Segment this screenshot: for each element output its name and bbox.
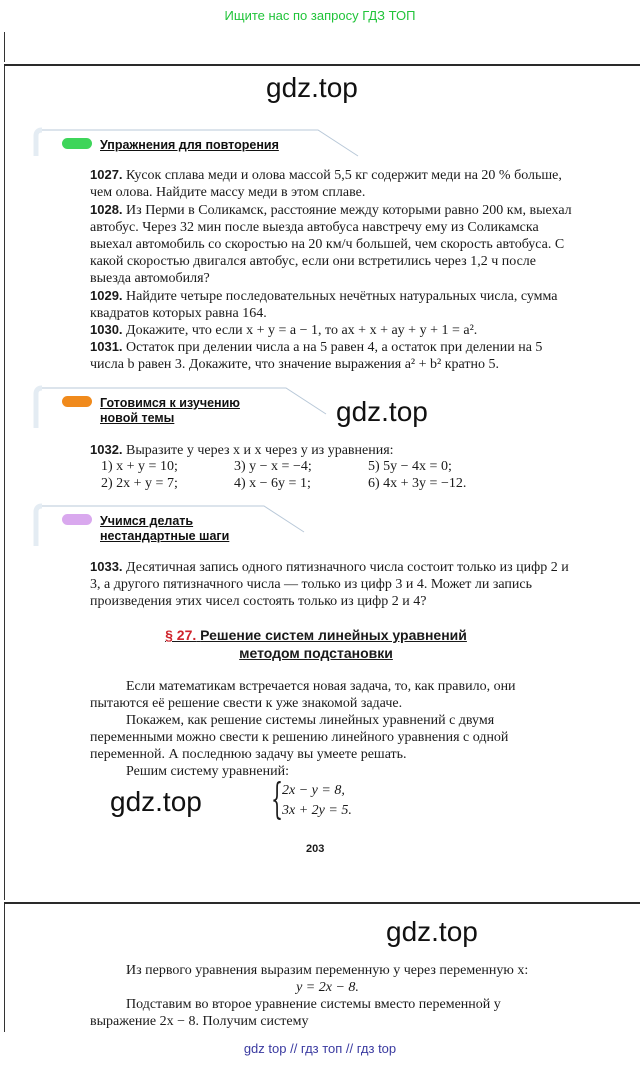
exercise-number: 1028. bbox=[90, 202, 123, 217]
equation-system bbox=[282, 781, 352, 821]
page-left-border bbox=[4, 66, 5, 900]
prepare-heading-line1: Готовимся к изучению bbox=[100, 396, 240, 410]
page-left-border-bottom bbox=[4, 904, 5, 1032]
exercise-text: Десятичная запись одного пятизначного числа состоит только из цифр 2 и 3, а другого пятизначного числа — только из цифр 3 и 4. Может ли запись произведения этих чисел состоять только из цифр 2 и 4? bbox=[90, 560, 569, 609]
section-number: § 27. bbox=[165, 627, 197, 643]
formula: y = 2x − 8. bbox=[296, 980, 359, 995]
exercise-1033 bbox=[90, 558, 576, 610]
section-title bbox=[106, 626, 526, 662]
system-equation-1: 2x − y = 8, bbox=[282, 783, 345, 798]
page-left-border-top bbox=[4, 32, 5, 62]
paragraph: Из первого уравнения выразим переменную y через переменную x: bbox=[126, 963, 529, 978]
exercise-number: 1031. bbox=[90, 339, 123, 354]
green-pill-icon bbox=[62, 138, 92, 149]
exercise-text: Из Перми в Соликамск, расстояние между которыми равно 200 км, выехал автобус. Через 32 мин после выезда автобуса навстречу ему из Соликамска выехал автомобиль со скоростью на 20 км/ч большей, чем скорость автобуса. С какой скоростью двигался автобус, если они встретились через 1,2 ч после выезда автомобиля? bbox=[90, 203, 572, 286]
section-body bbox=[90, 678, 565, 780]
next-page-body bbox=[90, 962, 565, 1030]
equation-item: 2) 2x + y = 7; bbox=[101, 476, 178, 491]
system-brace-icon: { bbox=[271, 774, 284, 823]
nonstandard-heading bbox=[100, 514, 229, 544]
exercise-1027 bbox=[90, 166, 576, 201]
exercise-1028 bbox=[90, 201, 576, 287]
purple-pill-icon bbox=[62, 514, 92, 525]
review-heading: Упражнения для повторения bbox=[100, 138, 279, 152]
watermark-text: gdz.top bbox=[110, 786, 202, 817]
watermark-text: gdz.top bbox=[266, 72, 358, 103]
exercise-text: Найдите четыре последовательных нечётных натуральных числа, сумма квадратов которых равна 164. bbox=[90, 289, 558, 321]
exercise-text: Остаток при делении числа a на 5 равен 4, а остаток при делении на 5 числа b равен 3. Докажите, что значение выражения a² + b² кратно 5. bbox=[90, 340, 543, 372]
section-title-line2: методом подстановки bbox=[239, 645, 393, 661]
prepare-heading bbox=[100, 396, 240, 426]
exercise-1032 bbox=[90, 441, 576, 459]
exercise-number: 1032. bbox=[90, 442, 123, 457]
exercise-text: Выразите y через x и x через y из уравнения: bbox=[126, 443, 394, 458]
exercise-number: 1030. bbox=[90, 322, 123, 337]
page-break-divider bbox=[4, 902, 640, 904]
watermark-text: gdz.top bbox=[336, 396, 428, 427]
exercise-text: Кусок сплава меди и олова массой 5,5 кг содержит меди на 20 % больше, чем олова. Найдите массу меди в этом сплаве. bbox=[90, 168, 562, 200]
exercise-1031 bbox=[90, 338, 576, 373]
equation-item: 4) x − 6y = 1; bbox=[234, 476, 311, 491]
exercise-1029 bbox=[90, 287, 576, 322]
top-banner-link[interactable]: Ищите нас по запросу ГДЗ ТОП bbox=[224, 8, 416, 23]
paragraph: Покажем, как решение системы линейных уравнений с двумя переменными можно свести к решению линейного уравнения с одной переменной. А последнюю задачу вы умеете решать. bbox=[90, 713, 509, 762]
nonstandard-heading-line2: нестандартные шаги bbox=[100, 529, 230, 543]
orange-pill-icon bbox=[62, 396, 92, 407]
system-equation-2: 3x + 2y = 5. bbox=[282, 803, 352, 818]
paragraph: Подставим во второе уравнение системы вместо переменной y выражение 2x − 8. Получим систему bbox=[90, 997, 501, 1029]
equation-item: 6) 4x + 3y = −12. bbox=[368, 476, 467, 491]
page-top-divider bbox=[4, 64, 640, 66]
exercise-number: 1033. bbox=[90, 559, 123, 574]
section-title-line1: Решение систем линейных уравнений bbox=[200, 627, 467, 643]
exercise-number: 1029. bbox=[90, 288, 123, 303]
prepare-heading-line2: новой темы bbox=[100, 411, 175, 425]
exercise-1030 bbox=[90, 321, 576, 339]
watermark-text: gdz.top bbox=[386, 916, 478, 947]
equation-item: 1) x + y = 10; bbox=[101, 459, 178, 474]
paragraph: Если математикам встречается новая задача, то, как правило, они пытаются её решение свести к уже знакомой задаче. bbox=[90, 679, 516, 711]
exercise-text: Докажите, что если x + y = a − 1, то ax + x + ay + y + 1 = a². bbox=[126, 323, 478, 338]
equation-item: 3) y − x = −4; bbox=[234, 459, 312, 474]
equation-item: 5) 5y − 4x = 0; bbox=[368, 459, 452, 474]
bottom-banner-link[interactable]: gdz top // гдз топ // гдз top bbox=[243, 1041, 397, 1056]
nonstandard-heading-line1: Учимся делать bbox=[100, 514, 194, 528]
exercise-number: 1027. bbox=[90, 167, 123, 182]
paragraph: Решим систему уравнений: bbox=[126, 764, 289, 779]
page-number: 203 bbox=[306, 843, 325, 855]
